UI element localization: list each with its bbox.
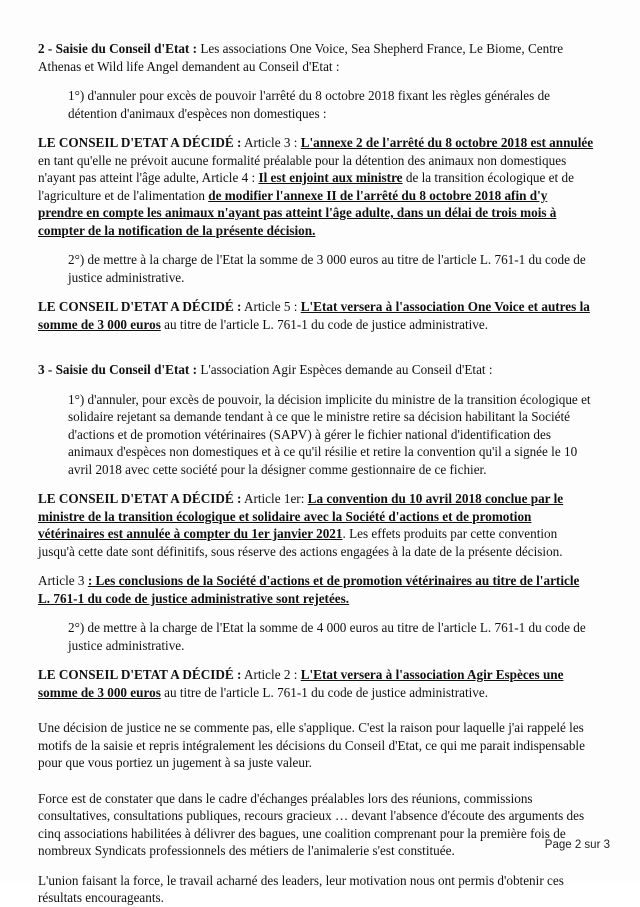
- section2-item1: 1°) d'annuler pour excès de pouvoir l'arrêté du 8 octobre 2018 fixant les règles générales de détention d'animaux d'espèces non domestiques :: [68, 88, 551, 121]
- closing-paragraph-2: Force est de constater que dans le cadre d'échanges préalables lors des réunions, commissions consultatives, consultations publiques, recours gracieux … devant l'absence d'écoute des arguments des cinq associations habilitées à délivrer des bagues, une coalition comprenant pour la première fois de nombreux Syndicats professionnels des métiers de l'animalerie s'est constituée.: [38, 790, 585, 858]
- section-heading: 3 - Saisie du Conseil d'Etat :: [38, 362, 198, 377]
- section2-intro: 2 - Saisie du Conseil d'Etat : Les associations One Voice, Sea Shepherd France, Le Biome, Centre Athenas et Wild life Angel demandent au Conseil d'Etat :: [38, 41, 564, 74]
- page-content: [38, 40, 594, 907]
- page-number: Page 2 sur 3: [544, 839, 610, 851]
- section2-item2: 2°) de mettre à la charge de l'Etat la somme de 3 000 euros au titre de l'article L. 761-1 du code de justice administrative.: [68, 252, 586, 285]
- decision-label: LE CONSEIL D'ETAT A DÉCIDÉ :: [38, 135, 242, 150]
- section3-decision1: LE CONSEIL D'ETAT A DÉCIDÉ : Article 1er: La convention du 10 avril 2018 conclue par le ministre de la transition écologique et solidaire avec la Société d'actions et de promotion vétérinaires est annulée à compter du 1er janvier 2021. Les effets produits par cette convention jusqu'à cette date sont définitifs, sous réserve des actions engagées à la date de la présente décision.: [38, 491, 564, 559]
- decision-label: LE CONSEIL D'ETAT A DÉCIDÉ :: [38, 299, 242, 314]
- section3-decision2: LE CONSEIL D'ETAT A DÉCIDÉ : Article 2 : L'Etat versera à l'association Agir Espèces une somme de 3 000 euros au titre de l'article L. 761-1 du code de justice administrative.: [38, 667, 564, 700]
- section2-decision1: LE CONSEIL D'ETAT A DÉCIDÉ : Article 3 : L'annexe 2 de l'arrêté du 8 octobre 2018 est annulée en tant qu'elle ne prévoit aucune formalité préalable pour la détention des animaux non domestiques n'ayant pas atteint l'âge adulte, Article 4 : Il est enjoint aux ministre de la transition écologique et de l'agriculture et de l'alimentation de modifier l'annexe II de l'arrêté du 8 octobre 2018 afin d'y prendre en compte les animaux n'ayant pas atteint l'âge adulte, dans un délai de trois mois à compter de la notification de la présente décision.: [38, 135, 594, 238]
- section3-item2: 2°) de mettre à la charge de l'Etat la somme de 4 000 euros au titre de l'article L. 761-1 du code de justice administrative.: [68, 620, 586, 653]
- section3-article3: Article 3 : Les conclusions de la Société d'actions et de promotion vétérinaires au titre de l'article L. 761-1 du code de justice administrative sont rejetées.: [38, 573, 580, 606]
- section-heading: 2 - Saisie du Conseil d'Etat :: [38, 41, 198, 56]
- section3-item1: 1°) d'annuler, pour excès de pouvoir, la décision implicite du ministre de la transition écologique et solidaire rejetant sa demande tendant à ce que le ministre retire sa décision habilitant la Société d'actions et de promotion vétérinaires (SAPV) à gérer le fichier national d'identification des animaux d'espèces non domestiques et à ce qu'il résilie et retire la convention qu'il a signée le 10 avril 2018 avec cette société pour la désigner comme gestionnaire de ce fichier.: [68, 391, 591, 477]
- section2-decision2: LE CONSEIL D'ETAT A DÉCIDÉ : Article 5 : L'Etat versera à l'association One Voice et autres la somme de 3 000 euros au titre de l'article L. 761-1 du code de justice administrative.: [38, 299, 590, 332]
- decision-label: LE CONSEIL D'ETAT A DÉCIDÉ :: [38, 491, 242, 506]
- decision-label: LE CONSEIL D'ETAT A DÉCIDÉ :: [38, 667, 242, 682]
- closing-paragraph-1: Une décision de justice ne se commente pas, elle s'applique. C'est la raison pour laquelle j'ai rappelé les motifs de la saisie et repris intégralement les décisions du Conseil d'Etat, ce qui me parait indispensable pour que vous portiez un jugement à sa juste valeur.: [38, 720, 585, 770]
- section3-intro: 3 - Saisie du Conseil d'Etat : L'association Agir Espèces demande au Conseil d'Etat :: [38, 362, 493, 377]
- closing-paragraph-3: L'union faisant la force, le travail acharné des leaders, leur motivation nous ont permis d'obtenir ces résultats encourageants.: [38, 872, 564, 905]
